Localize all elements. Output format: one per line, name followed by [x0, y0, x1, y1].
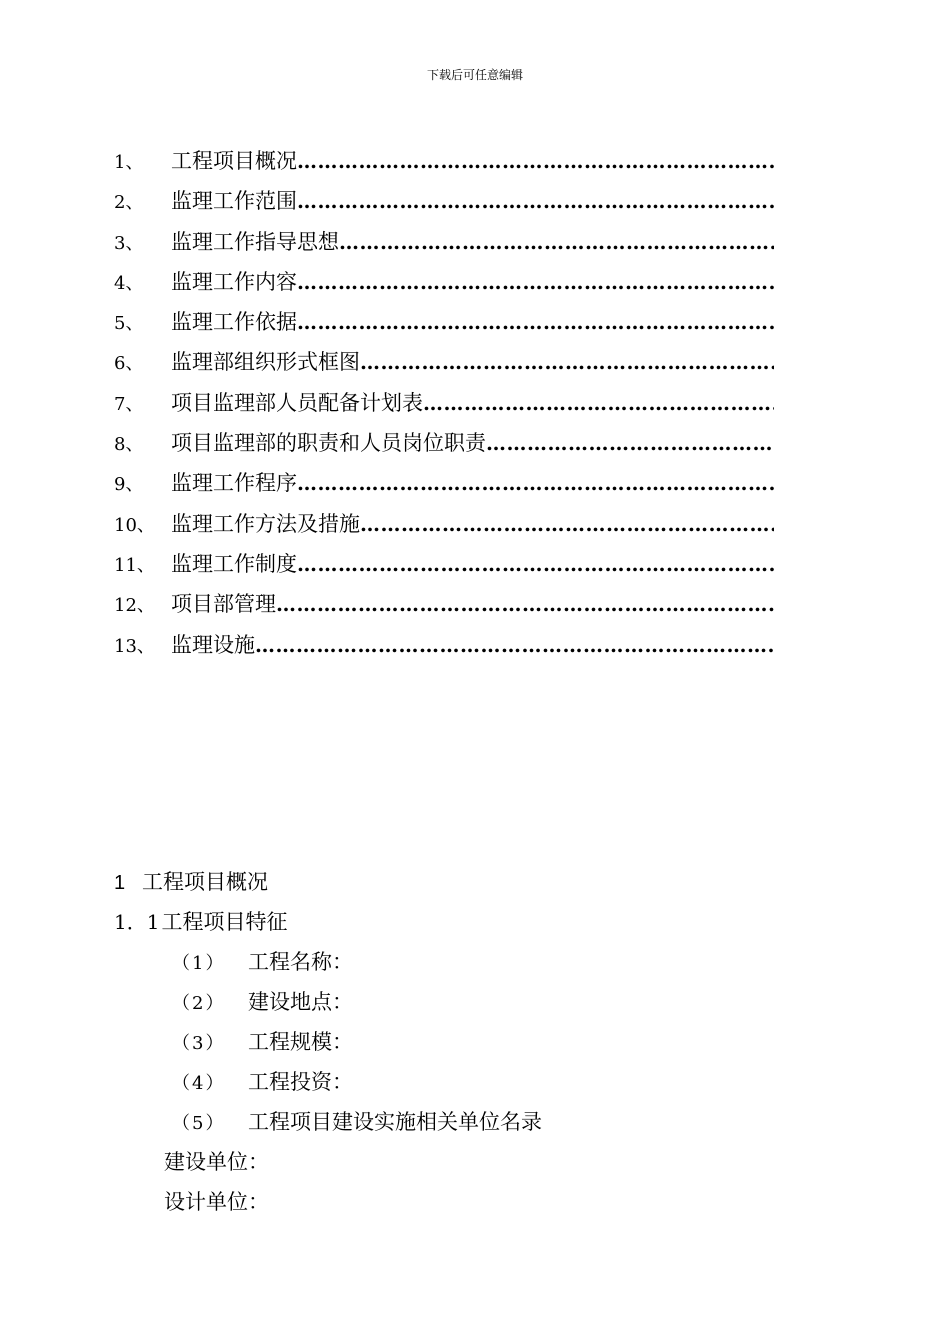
list-item — [114, 1026, 874, 1066]
toc-number: 13、 — [114, 635, 155, 657]
toc-title: 监理工作指导思想 — [171, 229, 339, 254]
item-number: （1） — [172, 953, 226, 974]
table-of-contents — [114, 145, 774, 669]
toc-entry — [114, 548, 774, 588]
list-item — [114, 1066, 874, 1106]
toc-title: 项目监理部的职责和人员岗位职责 — [171, 431, 486, 456]
toc-leader-dots — [297, 151, 774, 171]
toc-number: 6、 — [114, 353, 144, 375]
toc-number: 3、 — [114, 232, 144, 254]
toc-entry — [114, 629, 774, 669]
toc-entry — [114, 588, 774, 628]
toc-title: 监理工作依据 — [171, 310, 297, 335]
subsection-title: 工程项目特征 — [161, 910, 288, 934]
section-number: 1 — [114, 872, 126, 894]
toc-leader-dots — [339, 232, 774, 252]
toc-leader-dots — [297, 554, 774, 574]
toc-entry — [114, 508, 774, 548]
toc-leader-dots — [297, 191, 774, 211]
toc-entry — [114, 467, 774, 507]
subsection-heading — [114, 906, 874, 946]
toc-entry — [114, 185, 774, 225]
toc-title: 监理工作内容 — [171, 269, 297, 294]
toc-leader-dots — [297, 312, 774, 332]
toc-number: 11、 — [114, 554, 155, 576]
toc-title: 项目部管理 — [171, 592, 276, 617]
toc-entry — [114, 346, 774, 386]
unit-line: 设计单位： — [164, 1190, 269, 1214]
toc-leader-dots — [423, 393, 774, 413]
toc-title: 监理工作方法及措施 — [171, 511, 360, 536]
toc-number: 4、 — [114, 272, 144, 294]
toc-entry — [114, 427, 774, 467]
section-project-overview — [114, 866, 874, 1226]
header-note: 下载后可任意编辑 — [426, 68, 523, 82]
toc-entry — [114, 387, 774, 427]
toc-title: 监理工作范围 — [171, 189, 297, 214]
toc-leader-dots — [486, 433, 774, 453]
toc-number: 7、 — [114, 393, 144, 415]
list-item — [114, 1106, 874, 1146]
subsection-number: 1．1 — [114, 910, 160, 934]
toc-entry — [114, 306, 774, 346]
item-text: 工程项目建设实施相关单位名录 — [248, 1110, 542, 1134]
item-text: 建设地点： — [248, 990, 353, 1014]
toc-entry — [114, 145, 774, 185]
item-text: 工程投资： — [248, 1070, 353, 1094]
section-heading — [114, 866, 874, 906]
toc-leader-dots — [360, 514, 774, 534]
toc-entry — [114, 266, 774, 306]
item-text: 工程规模： — [248, 1030, 353, 1054]
toc-title: 监理工作制度 — [171, 551, 297, 576]
toc-title: 项目监理部人员配备计划表 — [171, 390, 423, 415]
toc-entry — [114, 226, 774, 266]
toc-number: 2、 — [114, 192, 144, 214]
toc-number: 1、 — [114, 152, 144, 173]
toc-number: 9、 — [114, 474, 144, 496]
toc-number: 8、 — [114, 434, 144, 456]
item-number: （2） — [172, 993, 226, 1014]
item-number: （5） — [172, 1113, 226, 1134]
toc-number: 10、 — [114, 514, 155, 536]
toc-title: 工程项目概况 — [171, 149, 297, 173]
list-item — [114, 946, 874, 986]
list-item — [114, 986, 874, 1026]
toc-title: 监理部组织形式框图 — [171, 350, 360, 375]
toc-title: 监理设施 — [171, 632, 255, 657]
toc-number: 12、 — [114, 595, 155, 617]
toc-leader-dots — [360, 352, 774, 372]
toc-leader-dots — [255, 635, 774, 655]
item-text: 工程名称： — [248, 950, 353, 974]
toc-leader-dots — [276, 594, 774, 614]
toc-number: 5、 — [114, 313, 144, 335]
toc-leader-dots — [297, 473, 774, 493]
item-number: （4） — [172, 1073, 226, 1094]
toc-leader-dots — [297, 272, 774, 292]
toc-title: 监理工作程序 — [171, 471, 297, 496]
section-title: 工程项目概况 — [142, 870, 268, 894]
item-number: （3） — [172, 1033, 226, 1054]
unit-line: 建设单位： — [164, 1150, 269, 1174]
